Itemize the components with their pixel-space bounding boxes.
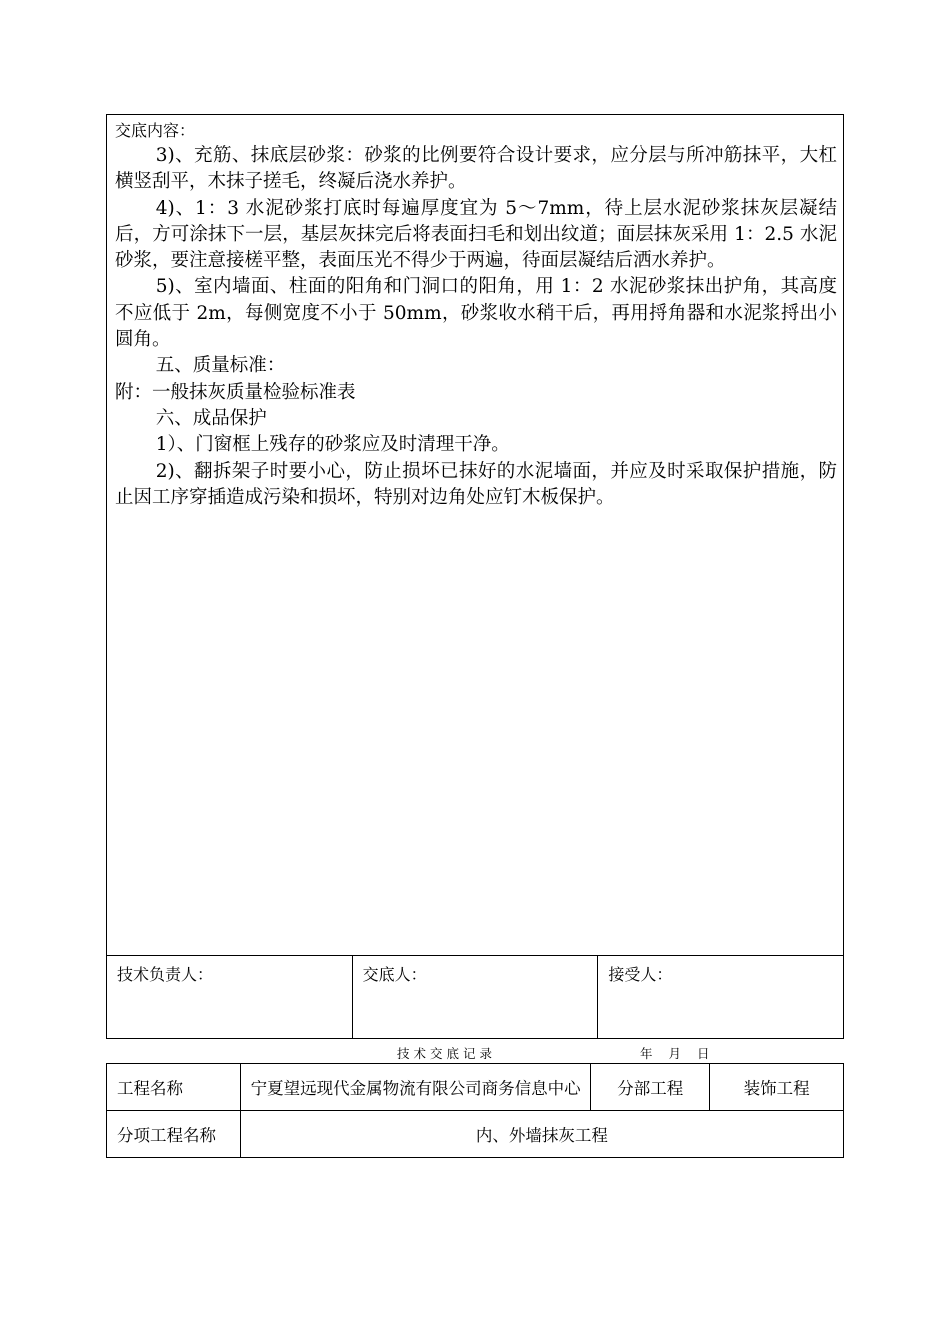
discloser-signature: 交底人： bbox=[353, 956, 599, 1038]
record-title: 技术交底记录 bbox=[397, 1046, 497, 1061]
content-paragraph: 5)、室内墙面、柱面的阳角和门洞口的阳角，用 1：2 水泥砂浆抹出护角，其高度不应低于 2m，每侧宽度不小于 50mm，砂浆收水稍干后，再用捋角器和水泥浆捋出小圆角。 bbox=[115, 276, 837, 351]
division-label: 分部工程 bbox=[591, 1064, 710, 1111]
content-paragraph: 2)、翻拆架子时要小心，防止损坏已抹好的水泥墙面，并应及时采取保护措施，防止因工序穿插造成污染和损坏，特别对边角处应钉木板保护。 bbox=[115, 460, 837, 508]
content-paragraph: 附：一般抹灰质量检验标准表 bbox=[115, 381, 356, 403]
record-caption bbox=[0, 1044, 950, 1062]
project-name-label: 工程名称 bbox=[107, 1064, 241, 1111]
receiver-signature: 接受人： bbox=[608, 965, 673, 984]
subitem-value: 内、外墙抹灰工程 bbox=[240, 1111, 843, 1158]
content-paragraph: 3)、充筋、抹底层砂浆：砂浆的比例要符合设计要求，应分层与所冲筋抹平，大杠横竖刮平，木抹子搓毛，终凝后浇水养护。 bbox=[115, 145, 837, 193]
project-info-table bbox=[106, 1063, 844, 1158]
project-name-value: 宁夏望远现代金属物流有限公司商务信息中心 bbox=[240, 1064, 590, 1111]
content-paragraph: 六、成品保护 bbox=[155, 407, 267, 429]
subitem-label: 分项工程名称 bbox=[107, 1111, 241, 1158]
disclosure-content bbox=[115, 119, 837, 511]
signature-row bbox=[106, 955, 844, 1039]
content-paragraph: 4)、1：3 水泥砂浆打底时每遍厚度宜为 5～7mm，待上层水泥砂浆抹灰层凝结后，方可涂抹下一层，基层灰抹完后将表面扫毛和划出纹道；面层抹灰采用 1：2.5 水泥砂浆，要注意接槎平整，表面压光不得少于两遍，待面层凝结后洒水养护。 bbox=[115, 197, 837, 272]
disclosure-content-box bbox=[106, 114, 844, 956]
division-value: 装饰工程 bbox=[710, 1064, 844, 1111]
content-paragraph: 五、质量标准： bbox=[155, 355, 286, 377]
record-date: 年 月 日 bbox=[640, 1046, 710, 1061]
content-paragraph: 1）、门窗框上残存的砂浆应及时清理干净。 bbox=[155, 434, 510, 456]
content-heading: 交底内容： bbox=[115, 121, 196, 140]
tech-lead-signature: 技术负责人： bbox=[107, 956, 353, 1038]
